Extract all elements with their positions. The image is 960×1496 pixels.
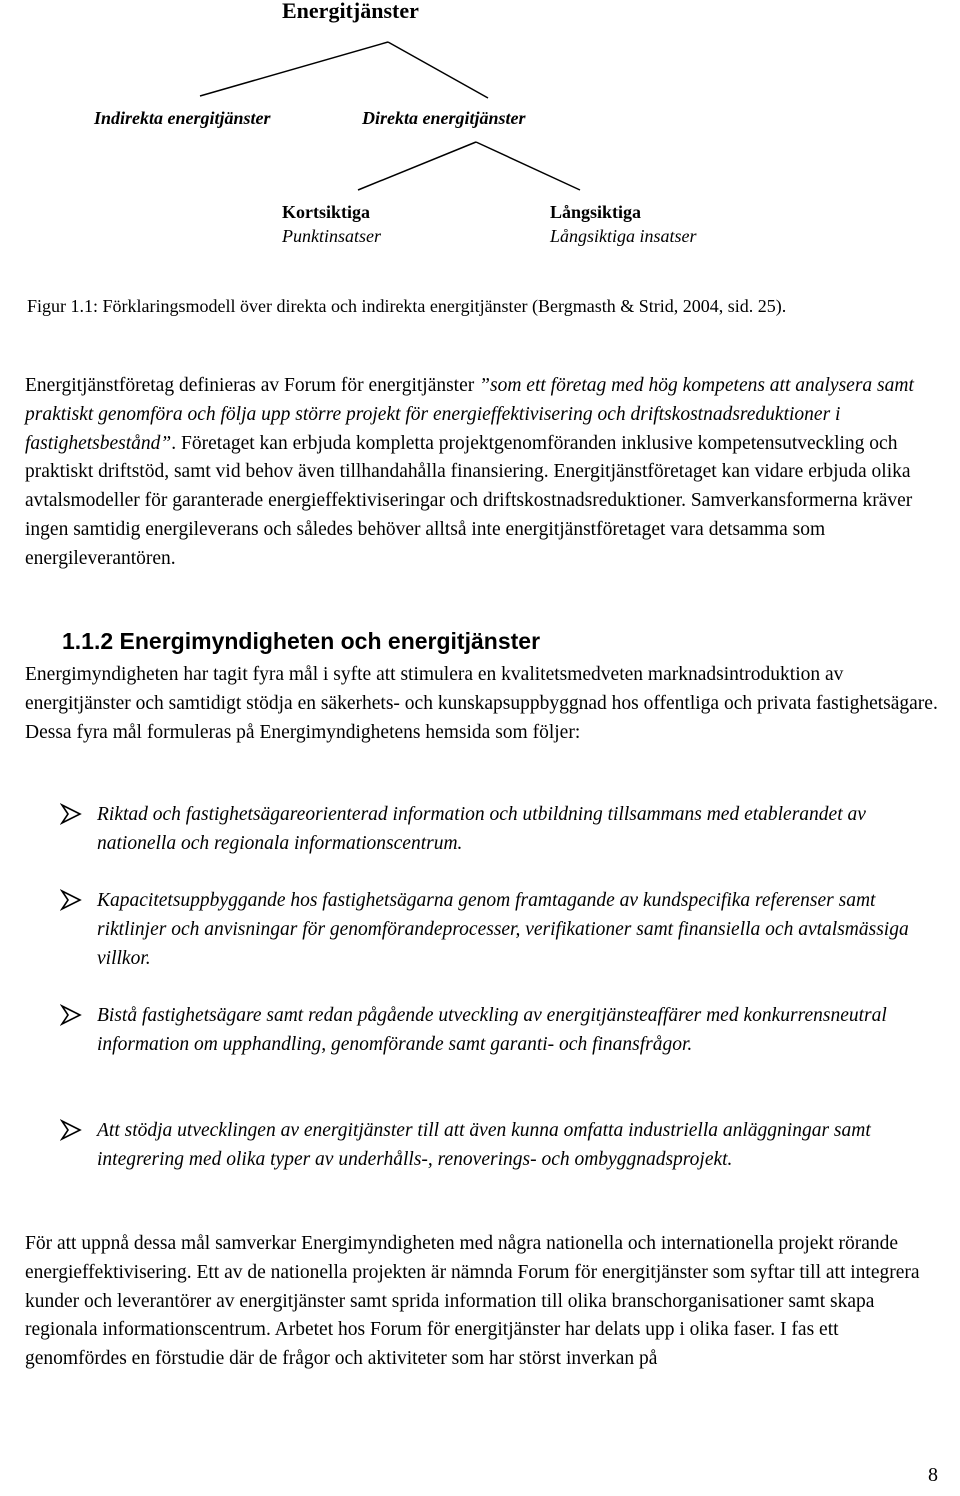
bullet-text: Bistå fastighetsägare samt redan pågående utveckling av energitjänsteaffärer med konkurrensneutral information om upphandling, genomförande samt garanti- och finansfrågor. (97, 1005, 887, 1055)
list-item (60, 801, 940, 859)
para1-rest: . Företaget kan erbjuda kompletta projektgenomföranden inklusive kompetensutveckling och praktiskt driftstöd, samt vid behov även tillhandahålla finansiering. Energitjänstföretaget kan vidare erbjuda olika avtalsmodeller för garanterade energieffektiviseringar och driftskostnadsreduktioner. Samverkansformerna kräver ingen samtidig energileverans och således behöver alltså inte energitjänstföretaget vara detsamma som energileverantören. (25, 432, 913, 569)
list-item (60, 1117, 940, 1175)
node-indirect: Indirekta energitjänster (94, 108, 271, 128)
arrowhead-bullet-icon (60, 1004, 82, 1026)
paragraph-definition: Energitjänstföretag definieras av Forum för energitjänster ”som ett företag med hög kompetens att analysera samt praktiskt genomföra och följa upp större projekt för energieffektivisering och driftskostnadsreduktioner i fastighetsbestånd”. Företaget kan erbjuda kompletta projektgenomföranden inklusive kompetensutveckling och praktiskt driftstöd, samt vid behov även tillhandahålla finansiering. Energitjänstföretaget kan vidare erbjuda olika avtalsmodeller för garanterade energieffektiviseringar och driftskostnadsreduktioner. Samverkansformerna kräver ingen samtidig energileverans och således behöver alltså inte energitjänstföretaget vara detsamma som energileverantören. (25, 375, 914, 569)
node-short-term-title: Kortsiktiga (282, 202, 370, 222)
node-short-term-subtitle: Punktinsatser (282, 226, 381, 246)
list-item (60, 1002, 940, 1060)
arrowhead-bullet-icon (60, 889, 82, 911)
arrowhead-bullet-icon (60, 1119, 82, 1141)
node-long-term-subtitle: Långsiktiga insatser (550, 226, 697, 246)
bullet-text: Riktad och fastighetsägareorienterad information och utbildning tillsammans med etablerandet av nationella och regionala informationscentrum. (97, 804, 866, 854)
paragraph-goals-intro (25, 661, 940, 747)
bullet-text: Att stödja utvecklingen av energitjänster till att även kunna omfatta industriella anläggningar samt integrering med olika typer av underhålls-, renoverings- och ombyggnadsprojekt. (97, 1120, 871, 1170)
connector-right (388, 42, 488, 98)
section-heading: 1.1.2 Energimyndigheten och energitjänster (62, 628, 541, 654)
paragraph-collaboration (25, 1230, 940, 1374)
node-long-term-title: Långsiktiga (550, 202, 642, 222)
figure-caption: Figur 1.1: Förklaringsmodell över direkta och indirekta energitjänster (Bergmasth & Strid, 2004, sid. 25). (27, 296, 787, 316)
page-number: 8 (928, 1464, 938, 1486)
node-direct: Direkta energitjänster (362, 108, 526, 128)
bullet-text: Kapacitetsuppbyggande hos fastighetsägarna genom framtagande av kundspecifika referenser samt riktlinjer och anvisningar för genomförandeprocesser, verifikationer samt finansiella och avtalsmässiga villkor. (97, 890, 909, 969)
connector-long (476, 142, 580, 190)
para1-quote: som ett företag med hög kompetens att analysera samt praktiskt genomföra och följa upp större projekt för energieffektivisering och driftskostnadsreduktioner i fastighetsbestånd (25, 375, 914, 454)
para3-text: För att uppnå dessa mål samverkar Energimyndigheten med några nationella och internationella projekt rörande energieffektivisering. Ett av de nationella projekten är nämnda Forum för energitjänster som syftar till att integrera kunder och leverantörer av energitjänster samt sprida information till olika branschorganisationer samt skapa regionala informationscentrum. Arbetet hos Forum för energitjänster har delats upp i olika faser. I fas ett genomfördes en förstudie där de frågor och aktiviteter som har störst inverkan på (25, 1233, 920, 1370)
para1-lead: Energitjänstföretag definieras av Forum för energitjänster (25, 375, 480, 396)
arrowhead-bullet-icon (60, 803, 82, 825)
para2-text: Energimyndigheten har tagit fyra mål i syfte att stimulera en kvalitetsmedveten marknadsintroduktion av energitjänster och samtidigt stödja en säkerhets- och kunskapsuppbyggnad hos offentliga och privata fastighetsägare. Dessa fyra mål formuleras på Energimyndighetens hemsida som följer: (25, 664, 938, 743)
diagram-title: Energitjänster (282, 0, 419, 23)
connector-left (200, 42, 388, 96)
diagram-connectors (0, 0, 960, 200)
list-item (60, 887, 940, 973)
connector-short (358, 142, 476, 190)
